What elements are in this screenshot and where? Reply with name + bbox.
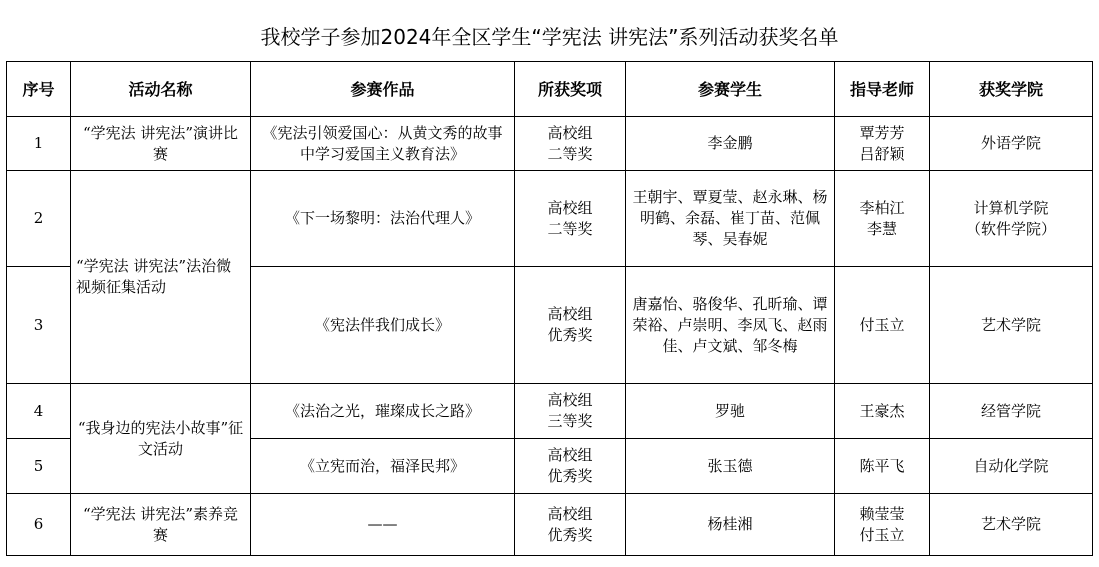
- cell-award: 高校组 三等奖: [515, 384, 626, 439]
- table-row: [7, 117, 1093, 171]
- cell-work: 《下一场黎明：法治代理人》: [251, 171, 515, 267]
- cell-students: 李金鹏: [626, 117, 835, 171]
- cell-activity: “学宪法 讲宪法”法治微视频征集活动: [71, 171, 251, 384]
- header-college: 获奖学院: [930, 62, 1093, 117]
- cell-college: 外语学院: [930, 117, 1093, 171]
- cell-college: 自动化学院: [930, 439, 1093, 494]
- cell-college: 经管学院: [930, 384, 1093, 439]
- table-row: [7, 171, 1093, 267]
- cell-teachers: 陈平飞: [835, 439, 930, 494]
- cell-award: 高校组 二等奖: [515, 117, 626, 171]
- header-activity: 活动名称: [71, 62, 251, 117]
- cell-college: 计算机学院 （软件学院）: [930, 171, 1093, 267]
- header-index: 序号: [7, 62, 71, 117]
- table-row: [7, 494, 1093, 556]
- awards-table: [6, 61, 1093, 556]
- header-work: 参赛作品: [251, 62, 515, 117]
- header-students: 参赛学生: [626, 62, 835, 117]
- cell-award: 高校组 二等奖: [515, 171, 626, 267]
- cell-teachers: 李柏江 李慧: [835, 171, 930, 267]
- cell-work: 《宪法引领爱国心：从黄文秀的故事中学习爱国主义教育法》: [251, 117, 515, 171]
- cell-activity: “学宪法 讲宪法”演讲比赛: [71, 117, 251, 171]
- cell-index: 6: [7, 494, 71, 556]
- cell-index: 2: [7, 171, 71, 267]
- cell-college: 艺术学院: [930, 267, 1093, 384]
- cell-students: 唐嘉怡、骆俊华、孔昕瑜、谭荣裕、卢崇明、李凤飞、赵雨佳、卢文斌、邹冬梅: [626, 267, 835, 384]
- cell-students: 罗驰: [626, 384, 835, 439]
- cell-college: 艺术学院: [930, 494, 1093, 556]
- cell-index: 5: [7, 439, 71, 494]
- header-award: 所获奖项: [515, 62, 626, 117]
- header-teachers: 指导老师: [835, 62, 930, 117]
- cell-activity: “我身边的宪法小故事”征文活动: [71, 384, 251, 494]
- cell-index: 1: [7, 117, 71, 171]
- cell-work: 《宪法伴我们成长》: [251, 267, 515, 384]
- cell-work: ——: [251, 494, 515, 556]
- cell-teachers: 王豪杰: [835, 384, 930, 439]
- cell-students: 杨桂湘: [626, 494, 835, 556]
- cell-teachers: 付玉立: [835, 267, 930, 384]
- cell-teachers: 赖莹莹 付玉立: [835, 494, 930, 556]
- cell-students: 张玉德: [626, 439, 835, 494]
- cell-award: 高校组 优秀奖: [515, 267, 626, 384]
- table-header-row: [7, 62, 1093, 117]
- cell-students: 王朝宇、覃夏莹、赵永琳、杨明鹤、余磊、崔丁苗、范佩琴、吴春妮: [626, 171, 835, 267]
- cell-index: 4: [7, 384, 71, 439]
- cell-activity: “学宪法 讲宪法”素养竞赛: [71, 494, 251, 556]
- cell-award: 高校组 优秀奖: [515, 494, 626, 556]
- table-row: [7, 384, 1093, 439]
- cell-award: 高校组 优秀奖: [515, 439, 626, 494]
- document-title: 我校学子参加2024年全区学生“学宪法 讲宪法”系列活动获奖名单: [260, 25, 839, 49]
- cell-index: 3: [7, 267, 71, 384]
- cell-work: 《法治之光，璀璨成长之路》: [251, 384, 515, 439]
- cell-teachers: 覃芳芳 吕舒颖: [835, 117, 930, 171]
- cell-work: 《立宪而治，福泽民邦》: [251, 439, 515, 494]
